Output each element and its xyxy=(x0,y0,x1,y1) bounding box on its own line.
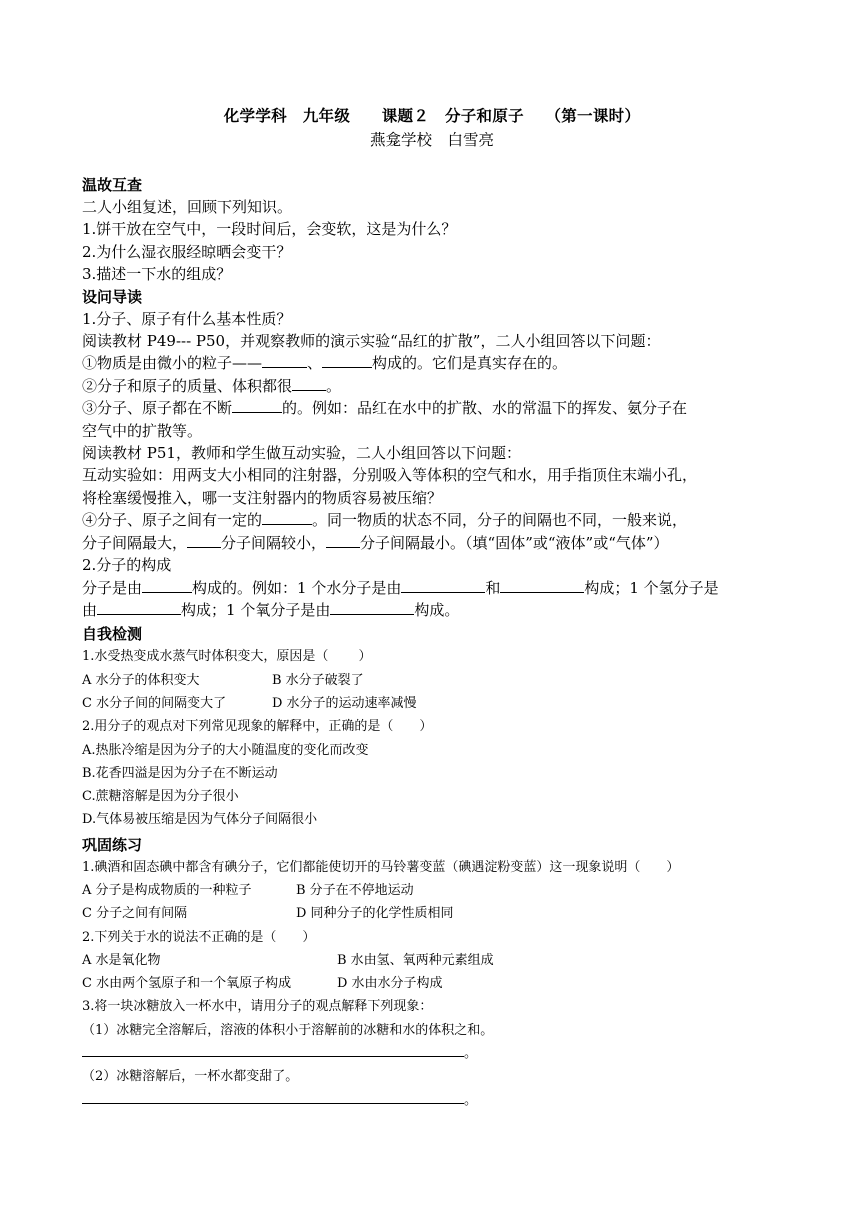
selfcheck-q2-option-c[interactable]: C.蔗糖溶解是因为分子很小 xyxy=(82,789,239,805)
selfcheck-q1-options-cd xyxy=(82,692,782,715)
fill-blank[interactable] xyxy=(322,352,372,368)
text: 构成的。它们是真实存在的。 xyxy=(372,354,568,373)
text: 。同一物质的状态不同，分子的间隔也不同，一般来说， xyxy=(312,511,688,530)
guide-item-3-cont: 空气中的扩散等。 xyxy=(82,421,203,440)
option-d[interactable]: D 水分子的运动速率减慢 xyxy=(272,695,417,711)
text: 和 xyxy=(485,578,501,597)
fill-blank[interactable] xyxy=(232,397,282,413)
practice-question-1: 1.碘酒和固态碘中都含有碘分子，它们都能使切开的马铃薯变蓝（碘遇淀粉变蓝）这一现象说明（ ） xyxy=(82,859,680,875)
text: ④分子、原子之间有一定的 xyxy=(82,511,263,530)
selfcheck-question-2: 2.用分子的观点对下列常见现象的解释中，正确的是（ ） xyxy=(82,719,433,735)
selfcheck-question-1: 1.水受热变成水蒸气时体积变大，原因是（ ） xyxy=(82,649,372,665)
option-b[interactable]: B 分子在不停地运动 xyxy=(296,882,414,898)
text: 。 xyxy=(464,1092,478,1108)
fill-blank[interactable] xyxy=(187,532,221,548)
molecule-line-2 xyxy=(82,599,782,621)
fill-blank[interactable] xyxy=(262,352,307,368)
text: 。 xyxy=(464,1046,478,1062)
fill-blank[interactable] xyxy=(292,375,326,391)
text: 、 xyxy=(307,354,323,373)
text: ②分子和原子的质量、体积都很 xyxy=(82,376,293,395)
selfcheck-q2-option-b[interactable]: B.花香四溢是因为分子在不断运动 xyxy=(82,765,278,781)
guide-question-2: 2.分子的构成 xyxy=(82,556,172,575)
text: 构成的。例如：1 个水分子是由 xyxy=(192,578,402,597)
fill-blank[interactable] xyxy=(142,577,192,593)
text: 构成。 xyxy=(414,600,460,619)
section-heading-review: 温故互查 xyxy=(82,176,143,194)
molecule-line-1 xyxy=(82,577,782,599)
experiment-line-1: 互动实验如：用两支大小相同的注射器，分别吸入等体积的空气和水，用手指顶住末端小孔， xyxy=(82,466,698,485)
experiment-line-2: 将栓塞缓慢推入，哪一支注射器内的物质容易被压缩？ xyxy=(82,488,443,507)
section-heading-guide: 设问导读 xyxy=(82,287,143,306)
text: ③分子、原子都在不断 xyxy=(82,399,233,418)
guide-item-3 xyxy=(82,397,782,419)
practice-q1-options-cd xyxy=(82,902,782,925)
option-c[interactable]: C 分子之间有间隔 xyxy=(82,906,188,922)
fill-blank[interactable] xyxy=(97,599,181,615)
text: 分子间隔最小。（填“固体”或“液体”或“气体”） xyxy=(360,533,669,552)
option-b[interactable]: B 水由氢、氧两种元素组成 xyxy=(337,952,494,968)
option-d[interactable]: D 同种分子的化学性质相同 xyxy=(296,906,454,922)
fill-blank[interactable] xyxy=(330,599,414,615)
section-heading-selfcheck: 自我检测 xyxy=(82,625,143,644)
answer-blank[interactable] xyxy=(82,1089,464,1104)
review-question-1: 1.饼干放在空气中，一段时间后，会变软，这是为什么？ xyxy=(82,220,457,239)
fill-blank[interactable] xyxy=(401,577,485,593)
fill-blank[interactable] xyxy=(326,532,360,548)
selfcheck-q2-option-d[interactable]: D.气体易被压缩是因为气体分子间隔很小 xyxy=(82,812,318,828)
page-title: 化学学科 九年级 课题２ 分子和原子 （第一课时） xyxy=(223,106,641,125)
practice-q1-options-ab xyxy=(82,879,782,902)
review-question-2: 2.为什么湿衣服经晾晒会变干？ xyxy=(82,242,292,261)
fill-blank[interactable] xyxy=(500,577,584,593)
option-b[interactable]: B 水分子破裂了 xyxy=(272,672,364,688)
selfcheck-q1-options-ab xyxy=(82,669,782,692)
option-c[interactable]: C 水分子间的间隔变大了 xyxy=(82,695,227,711)
practice-question-3: 3.将一块冰糖放入一杯水中，请用分子的观点解释下列现象： xyxy=(82,999,433,1015)
practice-q3-part-2: （2）冰糖溶解后，一杯水都变甜了。 xyxy=(82,1069,299,1085)
option-a[interactable]: A 水是氧化物 xyxy=(82,952,161,968)
text: ①物质是由微小的粒子—— xyxy=(82,354,263,373)
guide-reading-1: 阅读教材 P49--- P50，并观察教师的演示实验“品红的扩散”，二人小组回答以下问题： xyxy=(82,332,661,351)
review-question-3: 3.描述一下水的组成？ xyxy=(82,265,232,284)
fill-blank[interactable] xyxy=(262,509,312,525)
guide-item-4-cont xyxy=(82,532,782,554)
text: 分子是由 xyxy=(82,578,143,597)
practice-question-2: 2.下列关于水的说法不正确的是（ ） xyxy=(82,929,316,945)
practice-q2-options-cd xyxy=(82,972,782,995)
text: 。 xyxy=(326,376,342,395)
text: 分子间隔较小， xyxy=(221,533,327,552)
text: 的。例如：品红在水中的扩散、水的常温下的挥发、氨分子在 xyxy=(282,399,688,418)
review-intro: 二人小组复述，回顾下列知识。 xyxy=(82,198,293,216)
guide-item-2 xyxy=(82,375,782,397)
text: 分子间隔最大， xyxy=(82,533,188,552)
section-heading-practice: 巩固练习 xyxy=(82,835,143,854)
option-c[interactable]: C 水由两个氢原子和一个氧原子构成 xyxy=(82,976,292,992)
guide-reading-2: 阅读教材 P51，教师和学生做互动实验，二人小组回答以下问题： xyxy=(82,444,521,463)
author-line: 燕龛学校 白雪亮 xyxy=(369,131,494,149)
text: 构成；1 个氧分子是由 xyxy=(181,600,331,619)
guide-item-4 xyxy=(82,509,782,531)
option-a[interactable]: A 水分子的体积变大 xyxy=(82,672,200,688)
text: 由 xyxy=(82,600,98,619)
guide-question-1: 1.分子、原子有什么基本性质？ xyxy=(82,309,292,328)
practice-q2-options-ab xyxy=(82,949,782,972)
guide-item-1 xyxy=(82,352,782,374)
answer-line-1 xyxy=(82,1042,782,1065)
option-d[interactable]: D 水由水分子构成 xyxy=(337,976,443,992)
text: 构成；1 个氢分子是 xyxy=(584,578,719,597)
answer-blank[interactable] xyxy=(82,1042,464,1057)
practice-q3-part-1: （1）冰糖完全溶解后，溶液的体积小于溶解前的冰糖和水的体积之和。 xyxy=(82,1022,494,1038)
worksheet-body xyxy=(82,174,782,1112)
answer-line-2 xyxy=(82,1089,782,1112)
option-a[interactable]: A 分子是构成物质的一种粒子 xyxy=(82,882,252,898)
selfcheck-q2-option-a[interactable]: A.热胀冷缩是因为分子的大小随温度的变化而改变 xyxy=(82,742,369,758)
